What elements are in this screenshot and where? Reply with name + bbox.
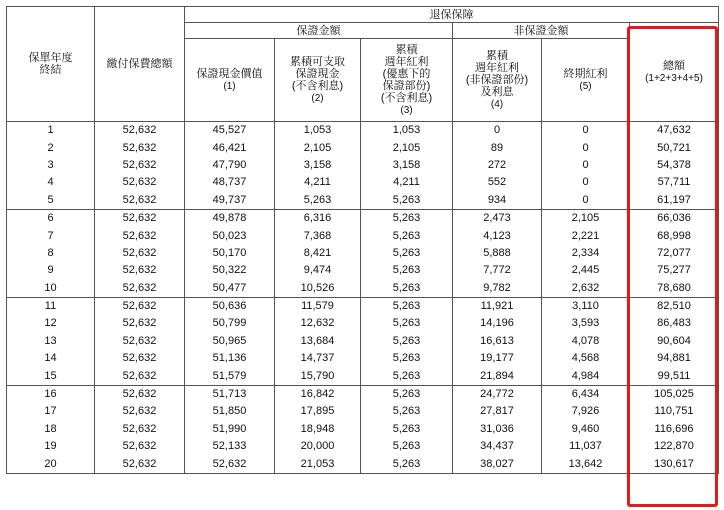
cell-terminal-dividend: 2,105 <box>542 209 630 227</box>
cell-guaranteed-dividend: 4,211 <box>361 174 453 191</box>
cell-policy-year: 12 <box>7 315 95 332</box>
cell-guaranteed-dividend: 3,158 <box>361 157 453 174</box>
table-row <box>7 315 719 332</box>
cell-terminal-dividend: 3,110 <box>542 297 630 315</box>
table-row <box>7 245 719 262</box>
cell-guaranteed-dividend: 5,263 <box>361 227 453 244</box>
cell-total: 86,483 <box>630 315 719 332</box>
cell-terminal-dividend: 4,078 <box>542 333 630 350</box>
cell-policy-year: 1 <box>7 122 95 140</box>
table-body <box>7 122 719 474</box>
cell-non-guaranteed-dividend: 272 <box>453 157 542 174</box>
cell-guaranteed-dividend: 5,263 <box>361 455 453 473</box>
cell-non-guaranteed-dividend: 31,036 <box>453 421 542 438</box>
cell-guaranteed-cash-value: 51,990 <box>185 421 275 438</box>
header-total: 總額 (1+2+3+4+5) <box>630 23 719 122</box>
cell-policy-year: 19 <box>7 438 95 455</box>
cell-guaranteed-dividend: 5,263 <box>361 438 453 455</box>
cell-non-guaranteed-dividend: 27,817 <box>453 403 542 420</box>
cell-guaranteed-cash-value: 47,790 <box>185 157 275 174</box>
table-row <box>7 385 719 403</box>
cell-guaranteed-dividend: 5,263 <box>361 315 453 332</box>
cell-non-guaranteed-dividend: 934 <box>453 192 542 210</box>
cell-guaranteed-cash-value: 50,322 <box>185 262 275 279</box>
cell-accumulated-cash: 9,474 <box>275 262 361 279</box>
cell-accumulated-cash: 10,526 <box>275 280 361 298</box>
cell-policy-year: 4 <box>7 174 95 191</box>
cell-terminal-dividend: 4,984 <box>542 367 630 385</box>
table-row <box>7 280 719 298</box>
cell-policy-year: 20 <box>7 455 95 473</box>
cell-policy-year: 17 <box>7 403 95 420</box>
table-row <box>7 455 719 473</box>
header-retirement-benefit: 退保保障 <box>185 7 719 23</box>
cell-policy-year: 6 <box>7 209 95 227</box>
cell-total-premium: 52,632 <box>95 350 185 367</box>
cell-terminal-dividend: 2,221 <box>542 227 630 244</box>
cell-total: 61,197 <box>630 192 719 210</box>
cell-total-premium: 52,632 <box>95 315 185 332</box>
cell-accumulated-cash: 11,579 <box>275 297 361 315</box>
table-row <box>7 367 719 385</box>
cell-guaranteed-cash-value: 50,965 <box>185 333 275 350</box>
header-non-guaranteed: 非保證金額 <box>453 23 630 39</box>
cell-total-premium: 52,632 <box>95 245 185 262</box>
cell-total: 50,721 <box>630 139 719 156</box>
cell-policy-year: 16 <box>7 385 95 403</box>
header-accumulated-annual-dividend-non-guaranteed: 累積 週年紅利 (非保證部份) 及利息 (4) <box>453 39 542 122</box>
table-row <box>7 350 719 367</box>
cell-guaranteed-dividend: 5,263 <box>361 333 453 350</box>
cell-terminal-dividend: 11,037 <box>542 438 630 455</box>
table-row <box>7 403 719 420</box>
header-terminal-dividend: 終期紅利 (5) <box>542 39 630 122</box>
cell-policy-year: 18 <box>7 421 95 438</box>
cell-total-premium: 52,632 <box>95 139 185 156</box>
cell-total-premium: 52,632 <box>95 280 185 298</box>
cell-policy-year: 13 <box>7 333 95 350</box>
cell-total: 99,511 <box>630 367 719 385</box>
cell-policy-year: 11 <box>7 297 95 315</box>
cell-accumulated-cash: 15,790 <box>275 367 361 385</box>
cell-policy-year: 7 <box>7 227 95 244</box>
table-row <box>7 227 719 244</box>
cell-accumulated-cash: 3,158 <box>275 157 361 174</box>
cell-total-premium: 52,632 <box>95 367 185 385</box>
cell-total-premium: 52,632 <box>95 227 185 244</box>
cell-non-guaranteed-dividend: 7,772 <box>453 262 542 279</box>
cell-total: 130,617 <box>630 455 719 473</box>
cell-policy-year: 5 <box>7 192 95 210</box>
cell-guaranteed-dividend: 5,263 <box>361 350 453 367</box>
cell-guaranteed-cash-value: 50,636 <box>185 297 275 315</box>
cell-accumulated-cash: 8,421 <box>275 245 361 262</box>
cell-total: 75,277 <box>630 262 719 279</box>
cell-non-guaranteed-dividend: 0 <box>453 122 542 140</box>
cell-non-guaranteed-dividend: 89 <box>453 139 542 156</box>
cell-terminal-dividend: 0 <box>542 174 630 191</box>
cell-terminal-dividend: 0 <box>542 122 630 140</box>
cell-terminal-dividend: 6,434 <box>542 385 630 403</box>
cell-policy-year: 14 <box>7 350 95 367</box>
cell-accumulated-cash: 12,632 <box>275 315 361 332</box>
cell-total: 57,711 <box>630 174 719 191</box>
cell-terminal-dividend: 2,632 <box>542 280 630 298</box>
cell-guaranteed-cash-value: 45,527 <box>185 122 275 140</box>
cell-terminal-dividend: 0 <box>542 157 630 174</box>
header-accumulated-guaranteed-cash: 累積可支取 保證現金 (不含利息) (2) <box>275 39 361 122</box>
cell-policy-year: 10 <box>7 280 95 298</box>
cell-total-premium: 52,632 <box>95 403 185 420</box>
table-row <box>7 139 719 156</box>
header-guaranteed-cash-value: 保證現金價值 (1) <box>185 39 275 122</box>
table-row <box>7 157 719 174</box>
cell-total-premium: 52,632 <box>95 262 185 279</box>
cell-non-guaranteed-dividend: 21,894 <box>453 367 542 385</box>
cell-total-premium: 52,632 <box>95 122 185 140</box>
cell-non-guaranteed-dividend: 9,782 <box>453 280 542 298</box>
cell-accumulated-cash: 5,263 <box>275 192 361 210</box>
cell-non-guaranteed-dividend: 19,177 <box>453 350 542 367</box>
cell-total: 68,998 <box>630 227 719 244</box>
cell-total: 110,751 <box>630 403 719 420</box>
cell-accumulated-cash: 13,684 <box>275 333 361 350</box>
cell-guaranteed-cash-value: 48,737 <box>185 174 275 191</box>
cell-non-guaranteed-dividend: 11,921 <box>453 297 542 315</box>
cell-guaranteed-cash-value: 46,421 <box>185 139 275 156</box>
cell-guaranteed-dividend: 5,263 <box>361 385 453 403</box>
cell-guaranteed-dividend: 1,053 <box>361 122 453 140</box>
cell-guaranteed-dividend: 5,263 <box>361 297 453 315</box>
cell-non-guaranteed-dividend: 16,613 <box>453 333 542 350</box>
cell-total: 94,881 <box>630 350 719 367</box>
cell-guaranteed-dividend: 5,263 <box>361 367 453 385</box>
cell-accumulated-cash: 2,105 <box>275 139 361 156</box>
cell-guaranteed-cash-value: 50,023 <box>185 227 275 244</box>
cell-total-premium: 52,632 <box>95 455 185 473</box>
cell-accumulated-cash: 21,053 <box>275 455 361 473</box>
cell-total: 116,696 <box>630 421 719 438</box>
header-policy-year-end: 保單年度 終結 <box>7 7 95 122</box>
cell-total: 47,632 <box>630 122 719 140</box>
cell-guaranteed-dividend: 5,263 <box>361 209 453 227</box>
table-row <box>7 122 719 140</box>
cell-non-guaranteed-dividend: 2,473 <box>453 209 542 227</box>
cell-guaranteed-dividend: 5,263 <box>361 280 453 298</box>
cell-terminal-dividend: 2,334 <box>542 245 630 262</box>
cell-guaranteed-cash-value: 49,878 <box>185 209 275 227</box>
cell-total-premium: 52,632 <box>95 333 185 350</box>
cell-total-premium: 52,632 <box>95 421 185 438</box>
cell-guaranteed-dividend: 5,263 <box>361 245 453 262</box>
cell-total: 105,025 <box>630 385 719 403</box>
cell-accumulated-cash: 6,316 <box>275 209 361 227</box>
cell-accumulated-cash: 20,000 <box>275 438 361 455</box>
cell-non-guaranteed-dividend: 4,123 <box>453 227 542 244</box>
cell-total-premium: 52,632 <box>95 157 185 174</box>
cell-guaranteed-cash-value: 50,477 <box>185 280 275 298</box>
cell-total-premium: 52,632 <box>95 385 185 403</box>
cell-terminal-dividend: 9,460 <box>542 421 630 438</box>
cell-guaranteed-cash-value: 51,579 <box>185 367 275 385</box>
cell-policy-year: 9 <box>7 262 95 279</box>
cell-non-guaranteed-dividend: 24,772 <box>453 385 542 403</box>
cell-total: 82,510 <box>630 297 719 315</box>
header-total-premium: 繳付保費總額 <box>95 7 185 122</box>
cell-guaranteed-cash-value: 49,737 <box>185 192 275 210</box>
cell-non-guaranteed-dividend: 34,437 <box>453 438 542 455</box>
cell-accumulated-cash: 16,842 <box>275 385 361 403</box>
cell-guaranteed-cash-value: 52,133 <box>185 438 275 455</box>
cell-guaranteed-dividend: 5,263 <box>361 262 453 279</box>
cell-non-guaranteed-dividend: 552 <box>453 174 542 191</box>
cell-non-guaranteed-dividend: 5,888 <box>453 245 542 262</box>
cell-total-premium: 52,632 <box>95 174 185 191</box>
cell-guaranteed-dividend: 5,263 <box>361 421 453 438</box>
cell-total-premium: 52,632 <box>95 438 185 455</box>
cell-total: 122,870 <box>630 438 719 455</box>
header-guaranteed: 保證金額 <box>185 23 453 39</box>
cell-total-premium: 52,632 <box>95 192 185 210</box>
cell-total-premium: 52,632 <box>95 209 185 227</box>
table-row <box>7 209 719 227</box>
cell-guaranteed-dividend: 5,263 <box>361 192 453 210</box>
cell-guaranteed-cash-value: 51,713 <box>185 385 275 403</box>
cell-accumulated-cash: 4,211 <box>275 174 361 191</box>
cell-policy-year: 3 <box>7 157 95 174</box>
cell-total-premium: 52,632 <box>95 297 185 315</box>
table-row <box>7 297 719 315</box>
table-row <box>7 421 719 438</box>
cell-guaranteed-cash-value: 51,136 <box>185 350 275 367</box>
cell-guaranteed-dividend: 2,105 <box>361 139 453 156</box>
cell-terminal-dividend: 2,445 <box>542 262 630 279</box>
cell-terminal-dividend: 7,926 <box>542 403 630 420</box>
cell-terminal-dividend: 13,642 <box>542 455 630 473</box>
cell-terminal-dividend: 4,568 <box>542 350 630 367</box>
table-row <box>7 192 719 210</box>
cell-non-guaranteed-dividend: 14,196 <box>453 315 542 332</box>
cell-guaranteed-cash-value: 50,799 <box>185 315 275 332</box>
table-row <box>7 438 719 455</box>
benefit-illustration-table <box>6 6 719 474</box>
header-accumulated-annual-dividend-guaranteed: 累積 週年紅利 (優惠下的 保證部份) (不含利息) (3) <box>361 39 453 122</box>
table-row <box>7 262 719 279</box>
cell-total: 54,378 <box>630 157 719 174</box>
cell-accumulated-cash: 1,053 <box>275 122 361 140</box>
cell-accumulated-cash: 17,895 <box>275 403 361 420</box>
cell-terminal-dividend: 0 <box>542 139 630 156</box>
cell-non-guaranteed-dividend: 38,027 <box>453 455 542 473</box>
cell-total: 66,036 <box>630 209 719 227</box>
cell-guaranteed-cash-value: 50,170 <box>185 245 275 262</box>
cell-accumulated-cash: 14,737 <box>275 350 361 367</box>
table-row <box>7 174 719 191</box>
cell-total: 78,680 <box>630 280 719 298</box>
cell-accumulated-cash: 18,948 <box>275 421 361 438</box>
cell-guaranteed-cash-value: 52,632 <box>185 455 275 473</box>
cell-guaranteed-cash-value: 51,850 <box>185 403 275 420</box>
cell-policy-year: 8 <box>7 245 95 262</box>
cell-total: 90,604 <box>630 333 719 350</box>
cell-guaranteed-dividend: 5,263 <box>361 403 453 420</box>
cell-accumulated-cash: 7,368 <box>275 227 361 244</box>
cell-policy-year: 15 <box>7 367 95 385</box>
cell-total: 72,077 <box>630 245 719 262</box>
cell-terminal-dividend: 3,593 <box>542 315 630 332</box>
cell-policy-year: 2 <box>7 139 95 156</box>
cell-terminal-dividend: 0 <box>542 192 630 210</box>
table-row <box>7 333 719 350</box>
